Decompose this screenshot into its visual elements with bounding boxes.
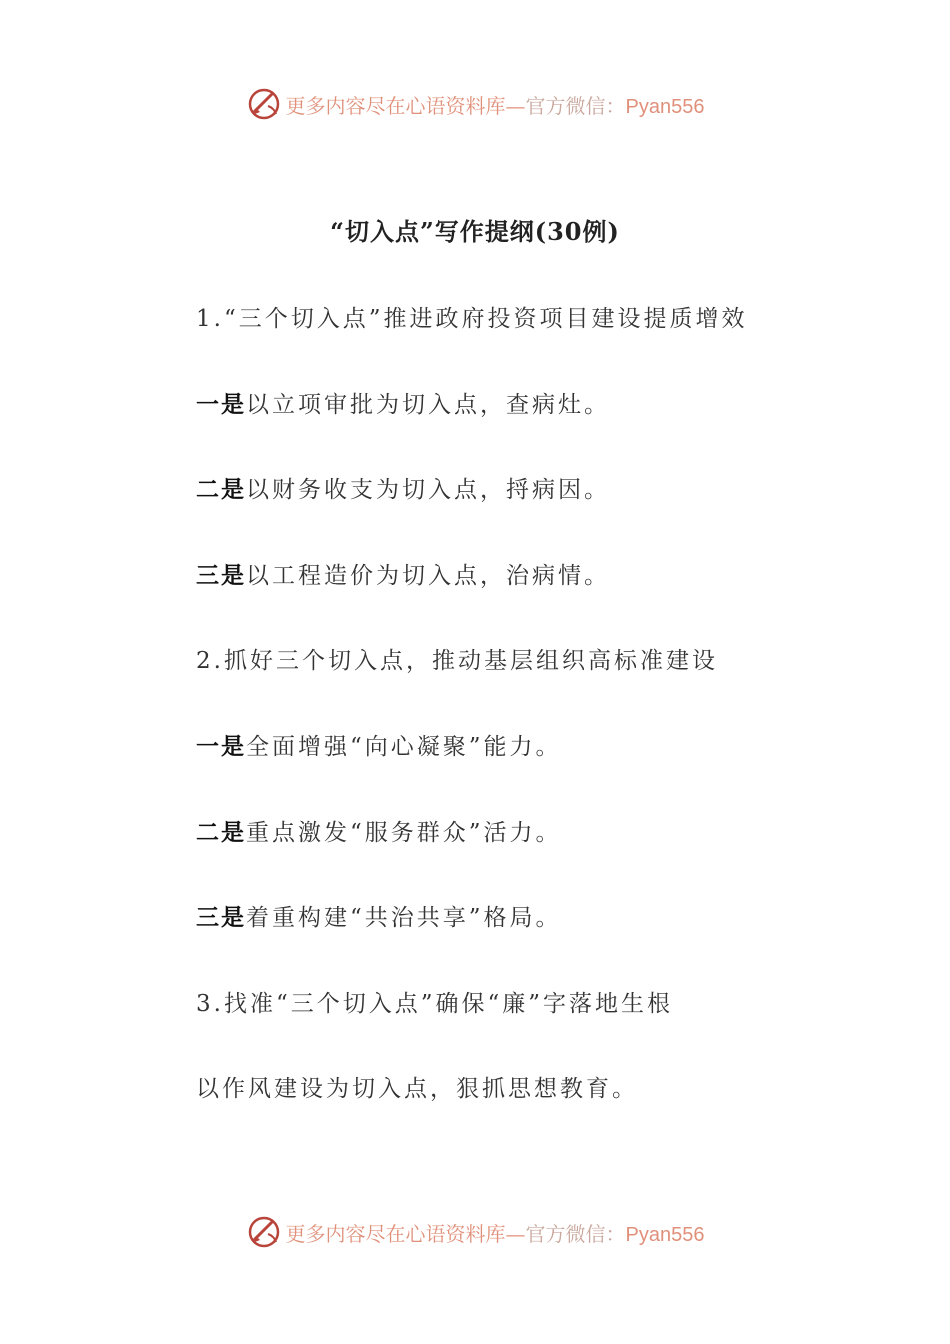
document-line: [196, 814, 562, 847]
line-lead: 一是: [196, 733, 246, 760]
pen-logo-icon: [246, 1214, 282, 1250]
line-text: 1.“三个切入点”推进政府投资项目建设提质增效: [196, 306, 748, 332]
line-text: 着重构建“共治共享”格局。: [246, 905, 562, 931]
line-text: 以作风建设为切入点，狠抓思想教育。: [196, 1076, 638, 1102]
line-text: 以立项审批为切入点，查病灶。: [246, 392, 610, 418]
header-text: 更多内容尽在心语资料库—官方微信：Pyan556: [285, 93, 705, 118]
document-line: [196, 1070, 638, 1103]
line-lead: 三是: [196, 904, 246, 931]
line-lead: 二是: [196, 476, 246, 503]
document-title: “切入点”写作提纲(30例): [330, 217, 620, 246]
line-lead: 一是: [196, 391, 246, 418]
line-text: 以工程造价为切入点，治病情。: [246, 563, 610, 589]
document-line: [196, 728, 562, 761]
footer-banner: [0, 1212, 950, 1252]
document-line: [196, 985, 673, 1018]
document-line: [196, 471, 610, 504]
line-text: 重点激发“服务群众”活力。: [246, 820, 562, 846]
document-line: [196, 300, 747, 333]
document-line: [196, 642, 718, 675]
header-banner: [0, 84, 950, 124]
line-text: 2.抓好三个切入点，推动基层组织高标准建设: [196, 648, 718, 674]
pen-logo-icon: [246, 86, 282, 122]
line-lead: 二是: [196, 819, 246, 846]
footer-text: 更多内容尽在心语资料库—官方微信：Pyan556: [285, 1221, 705, 1246]
document-line: [196, 557, 610, 590]
document-line: [196, 899, 562, 932]
line-text: 以财务收支为切入点，捋病因。: [246, 477, 610, 503]
line-text: 3.找准“三个切入点”确保“廉”字落地生根: [196, 991, 673, 1017]
line-text: 全面增强“向心凝聚”能力。: [246, 734, 562, 760]
document-line: [196, 386, 610, 419]
line-lead: 三是: [196, 562, 246, 589]
